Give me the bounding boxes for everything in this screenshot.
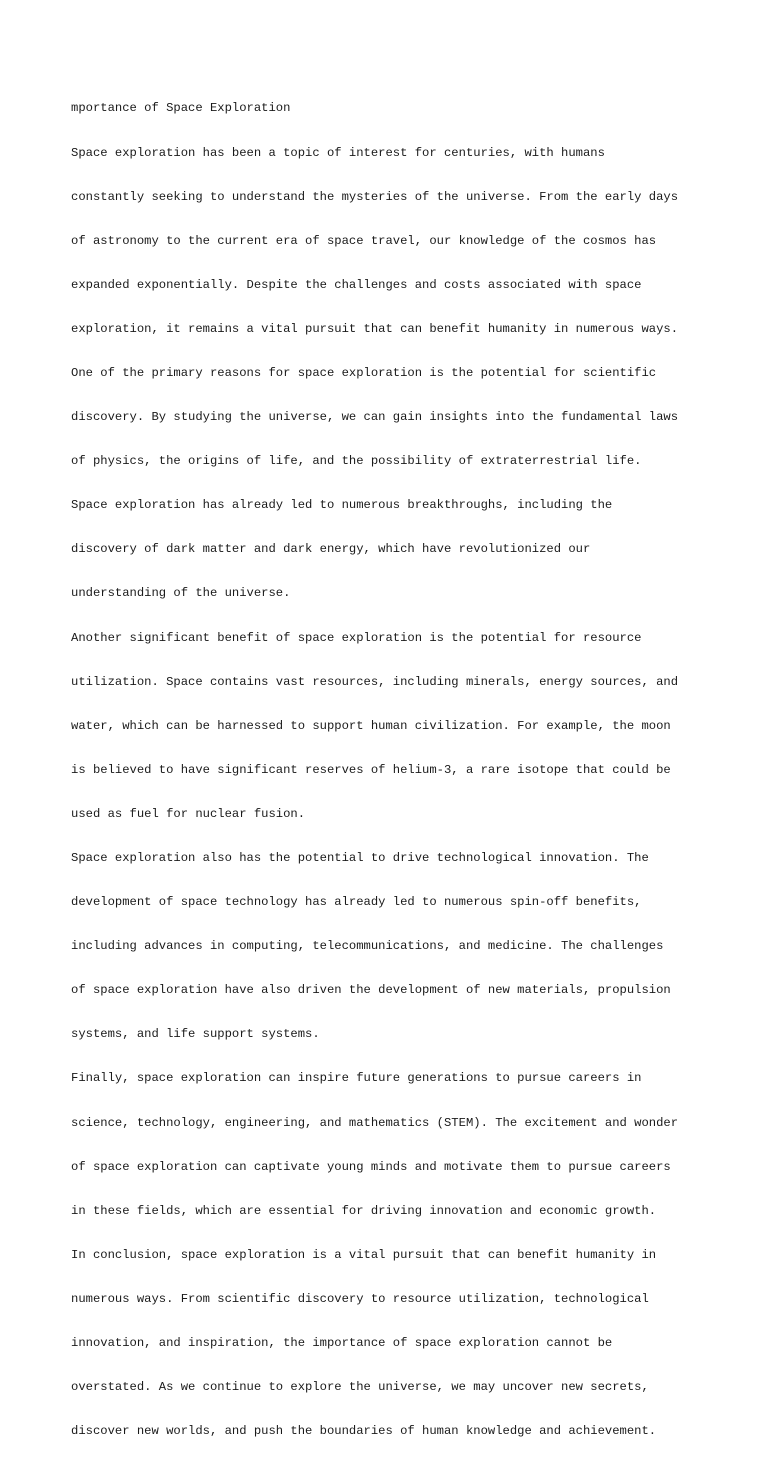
text-line: systems, and life support systems. — [71, 1027, 320, 1042]
text-line: is believed to have significant reserves of helium-3, a rare isotope that could be — [71, 762, 671, 777]
document-title: mportance of Space Exploration — [71, 101, 291, 116]
text-line: Space exploration has already led to numerous breakthroughs, including the — [71, 498, 613, 513]
text-line: understanding of the universe. — [71, 586, 291, 601]
text-line: in these fields, which are essential for driving innovation and economic growth. — [71, 1203, 657, 1218]
text-line: of space exploration have also driven the development of new materials, propulsion — [71, 983, 671, 998]
text-line: discovery of dark matter and dark energy, which have revolutionized our — [71, 542, 591, 557]
text-line: of physics, the origins of life, and the possibility of extraterrestrial life. — [71, 454, 642, 469]
text-line: Space exploration has been a topic of interest for centuries, with humans — [71, 145, 605, 160]
text-line: In conclusion, space exploration is a vital pursuit that can benefit humanity in — [71, 1247, 657, 1262]
text-line: expanded exponentially. Despite the challenges and costs associated with space — [71, 277, 642, 292]
text-line: utilization. Space contains vast resources, including minerals, energy sources, and — [71, 674, 679, 689]
text-line: Finally, space exploration can inspire future generations to pursue careers in — [71, 1071, 642, 1086]
text-line: used as fuel for nuclear fusion. — [71, 806, 306, 821]
text-line: Space exploration also has the potential to drive technological innovation. The — [71, 851, 649, 865]
text-line: discovery. By studying the universe, we can gain insights into the fundamental laws — [71, 410, 679, 425]
document-text — [71, 72, 711, 1468]
text-line: numerous ways. From scientific discovery to resource utilization, technological — [71, 1291, 649, 1306]
text-line: One of the primary reasons for space exploration is the potential for scientific — [71, 365, 657, 380]
text-line: exploration, it remains a vital pursuit that can benefit humanity in numerous ways. — [71, 321, 679, 336]
text-line: science, technology, engineering, and mathematics (STEM). The excitement and wonder — [71, 1115, 679, 1130]
text-line: Another significant benefit of space exploration is the potential for resource — [71, 630, 642, 645]
text-line: development of space technology has already led to numerous spin-off benefits, — [71, 895, 642, 910]
text-line: innovation, and inspiration, the importance of space exploration cannot be — [71, 1336, 613, 1351]
text-line: water, which can be harnessed to support human civilization. For example, the moon — [71, 718, 671, 733]
text-line: overstated. As we continue to explore the universe, we may uncover new secrets, — [71, 1380, 649, 1395]
text-line: including advances in computing, telecommunications, and medicine. The challenges — [71, 939, 664, 954]
text-line: constantly seeking to understand the mysteries of the universe. From the early days — [71, 189, 679, 204]
text-line: of astronomy to the current era of space travel, our knowledge of the cosmos has — [71, 233, 657, 248]
text-line: discover new worlds, and push the boundaries of human knowledge and achievement. — [71, 1424, 657, 1439]
text-line: of space exploration can captivate young minds and motivate them to pursue careers — [71, 1159, 671, 1174]
